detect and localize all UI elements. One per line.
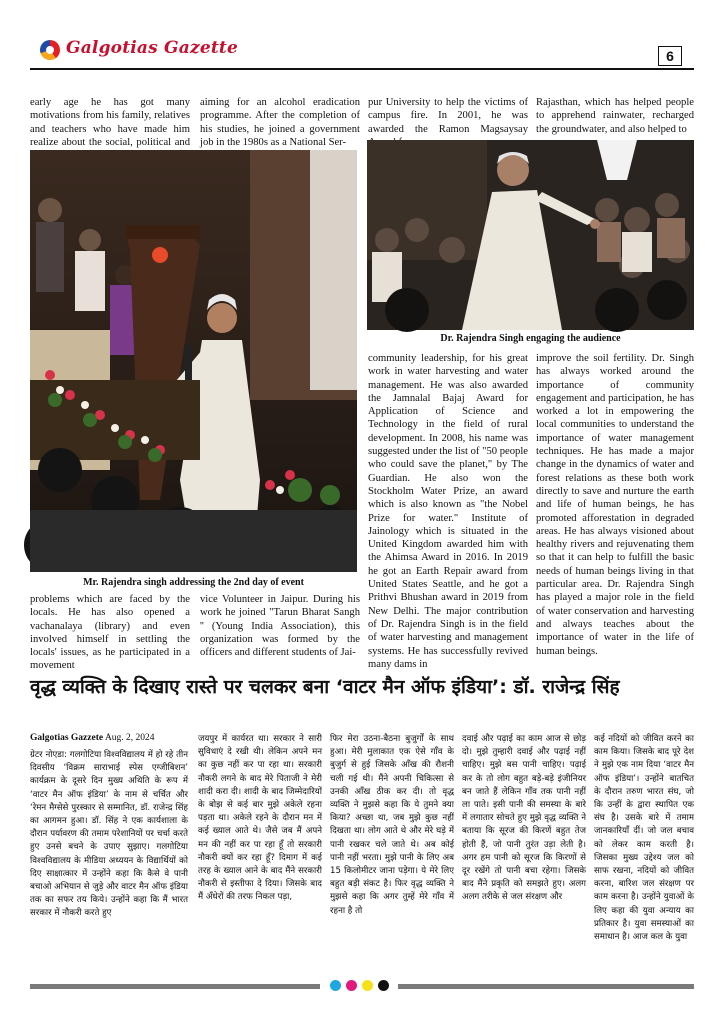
- hindi-headline: वृद्ध व्यक्ति के दिखाए रास्ते पर चलकर बना ‘वाटर मैन ऑफ इंडिया’: डॉ. राजेन्द्र सिंह: [30, 676, 620, 698]
- footer-bar-right: [398, 984, 694, 989]
- header-divider: [30, 68, 694, 70]
- hindi-col4: दवाई और पढ़ाई का काम आज से छोड़ दो। मुझे तुम्हारी दवाई और पढ़ाई नहीं चाहिए। मुझे बस पानी चाहिए। पढ़ाई कर के तो लोग बहुत बड़े-बड़े इंजीनियर बन जाते हैं लेकिन गाँव तक पानी नहीं ला पाते। इसी पानी की समस्या के बारे में लगातार सोचते हुए मुझे वृद्ध व्यक्ति ने बताया कि सूरज की किरणें बहुत तेज होती हैं, जो पानी तुरंत उड़ा लेती है। अगर हम पानी को सूरज कि किरणों से दूर रखेंगे तो पानी बचा रहेगा। जिसके बाद मैंने प्रकृति को समझते हुए। अलग अलग तरीके से जल संरक्षण और: [462, 734, 586, 903]
- footer-bar-left: [30, 984, 320, 989]
- black-dot-icon: [378, 980, 389, 991]
- english-col2-top: aiming for an alcohol eradication programme. After the completion of his studies, he joined a government job in the 1980s as a National Ser-: [200, 97, 360, 148]
- photo-speaker-at-podium: [30, 150, 357, 572]
- cyan-dot-icon: [330, 980, 341, 991]
- photo-speaker-with-audience: [367, 140, 694, 330]
- caption-right-photo: Dr. Rajendra Singh engaging the audience: [440, 333, 621, 344]
- english-col2-bottom: vice Volunteer in Jaipur. During his work he joined "Tarun Bharat Sangh '' (Young India Association), this organization was formed by the officers and different students of Jai-: [200, 594, 360, 659]
- english-col1-bottom: problems which are faced by the locals. He has also opened a vachanalaya (library) and even involved himself in settling the locals' issues, as he participated in a movement: [30, 594, 190, 672]
- english-col3-mid: community leadership, for his great work in water harvesting and water management. He was also awarded the Jamnalal Bajaj Award for Application of Science and Technology in the field of rural development. In 2008, his name was suggested under the list of "50 people who could save the planet," by The Guardian. He also won the Stockholm Water Prize, an award which is also known as "the Nobel Prize for water." Institute of Jainology which is situated in the United Kingdom awarded him with the Ahimsa Award in 2016. In 2019 he got an Earth Repair award from United States Seattle, and he got a Prithvi Bhushan award in 2019 from New Delhi. The major contribution of Dr. Rajendra Singh is in the field of water harvesting and management systems. He has successfully revived many dams in: [368, 353, 528, 670]
- byline-name: Galgotias Gazzete: [30, 733, 104, 743]
- english-col3-top: pur University to help the victims of campus fire. In 2001, he was awarded the Ramon Magsaysay: [368, 97, 528, 135]
- hindi-col3: फिर मेरा उठना-बैठना बुजुर्गों के साथ हुआ। मेरी मुलाकात एक ऐसे गाँव के बुजुर्ग से हुई जिसके आँख की रौशनी चली गई थी। मैंने अपनी चिकित्सा से उनकी आँख ठीक कर दी। तो वृद्ध व्यक्ति ने मुझसे कहा कि ये तुमने क्या किया? अच्छा था, जब मुझे कुछ नहीं दिखता था। लोग आते थे और मेरे घड़े में पानी रखकर चले जाते थे। अब कोई पानी नहीं भरता। मुझे पानी के लिए अब 15 किलोमीटर जाना पड़ेगा। ये मेरे लिए बहुत बड़ी संकट है। फिर वृद्ध व्यक्ति ने मुझसे कहा कि अगर तुम्हें मेरे गाँव में रहना है तो: [330, 734, 454, 916]
- hindi-col2: जयपुर में कार्यरत था। सरकार ने सारी सुविधाएं दे रखी थी। लेकिन अपने मन का कुछ नहीं कर पा रहा था। सरकारी नौकरी लगने के बाद मेरे पिताजी ने मेरी शादी करा दी। शादी के बाद जिम्मेदारियों के बोझ से कई बार मुझे अकेले रहना पड़ता था। अकेले रहने के दौरान मन में कई ख्याल आते थे। जैसे जब मैं अपने मन की नहीं कर पा रहा हूँ तो सरकारी नौकरी क्यों कर रहा हूँ? दिमाग में कई तरह के ख्याल आने के बाद मैंने सरकारी नौकरी से इस्तीफा दे दिया। जिसके बाद मैं अँधेरों की तरफ निकल पड़ा,: [198, 734, 322, 903]
- hindi-col1: ग्रेटर नोएडा: गलगोटिया विश्वविद्यालय में हो रहे तीन दिवसीय ‘विक्रम साराभाई स्पेस एग्जीबिशन’ कार्यक्रम के दूसरे दिन मुख्य अथिति के रूप में ‘वाटर मैन ऑफ इंडिया’ के नाम से चर्चित और ‘रेमन मैग्सेसे पुरस्कार से सम्मानित, डॉ. राजेन्द्र सिंह का आगमन हुआ। डॉ. सिंह ने एक कार्यशाला के दौरान पर्यावरण की तमाम परेशानियों पर चर्चा करते हुए उनसे बचने के उपाए सुझाए। गलगोटिया विश्वविद्यालय के मीडिया अध्ययन के विद्यार्थियों को दिए साक्षात्कार में उन्होंने कहा कि कैसे वे पानी बचाओ अभियान से जुड़े और वाटर मैन ऑफ इंडिया तक का सफर तय किये। उन्होंने कहा कि मैं भारत सरकार में नौकरी करते हुए: [30, 750, 188, 919]
- hindi-col5: कई नदियों को जीवित करने का काम किया। जिसके बाद पूरे देश ने मुझे एक नाम दिया ‘वाटर मैन ऑफ इंडिया’। उन्होंने बातचित के दौरान तरुण भारत संघ, जो कि उन्हीं के द्वारा स्थापित एक संघ है। उसके बारे में तमाम जानकारियाँ दीं। जो जल बचाव को लेकर काम करती है। जिसका मुख्य उद्देश्य जल को साफ रखना, नदियों को जीवित करना, बारिश जल संरक्षण पर काम करना है। उन्होंने युवाओं के लिए कहा की युवा अन्याय का प्रतिकार है। युवा समस्याओं का समाधान है। आज कल के युवा: [594, 734, 694, 943]
- english-col1-top: early age he has got many motivations from his family, relatives and teachers who have made him realize about the social, political and: [30, 97, 190, 148]
- yellow-dot-icon: [362, 980, 373, 991]
- english-col4-top: Rajasthan, which has helped people to apprehend rainwater, recharged the groundwater, and also helped to: [536, 97, 694, 135]
- masthead-title: Galgotias Gazette: [66, 38, 238, 58]
- english-col4-mid: improve the soil fertility. Dr. Singh has always worked around the importance of community engagement and participation, he has worked a lot in empowering the local communities to understand the importance of water management techniques. He has made a major change in the dynamics of water and forest relations as these both work directly to save and nurture the earth and life of human beings, he has promoted afforestation in degraded areas. He has always visioned about healthy rivers and rejuvenating them so that it can help to fulfill the basic needs of human beings living in that particular area. Dr. Rajendra Singh has played a major role in the field of water conservation and harvesting and always teaches about the importance of water in the life of human beings.: [536, 353, 694, 657]
- page-number: 6: [658, 46, 682, 66]
- caption-left-photo: Mr. Rajendra singh addressing the 2nd day of event: [83, 577, 304, 588]
- byline: [30, 733, 190, 743]
- magenta-dot-icon: [346, 980, 357, 991]
- university-logo-icon: [40, 40, 60, 60]
- byline-date: Aug. 2, 2024: [104, 733, 155, 743]
